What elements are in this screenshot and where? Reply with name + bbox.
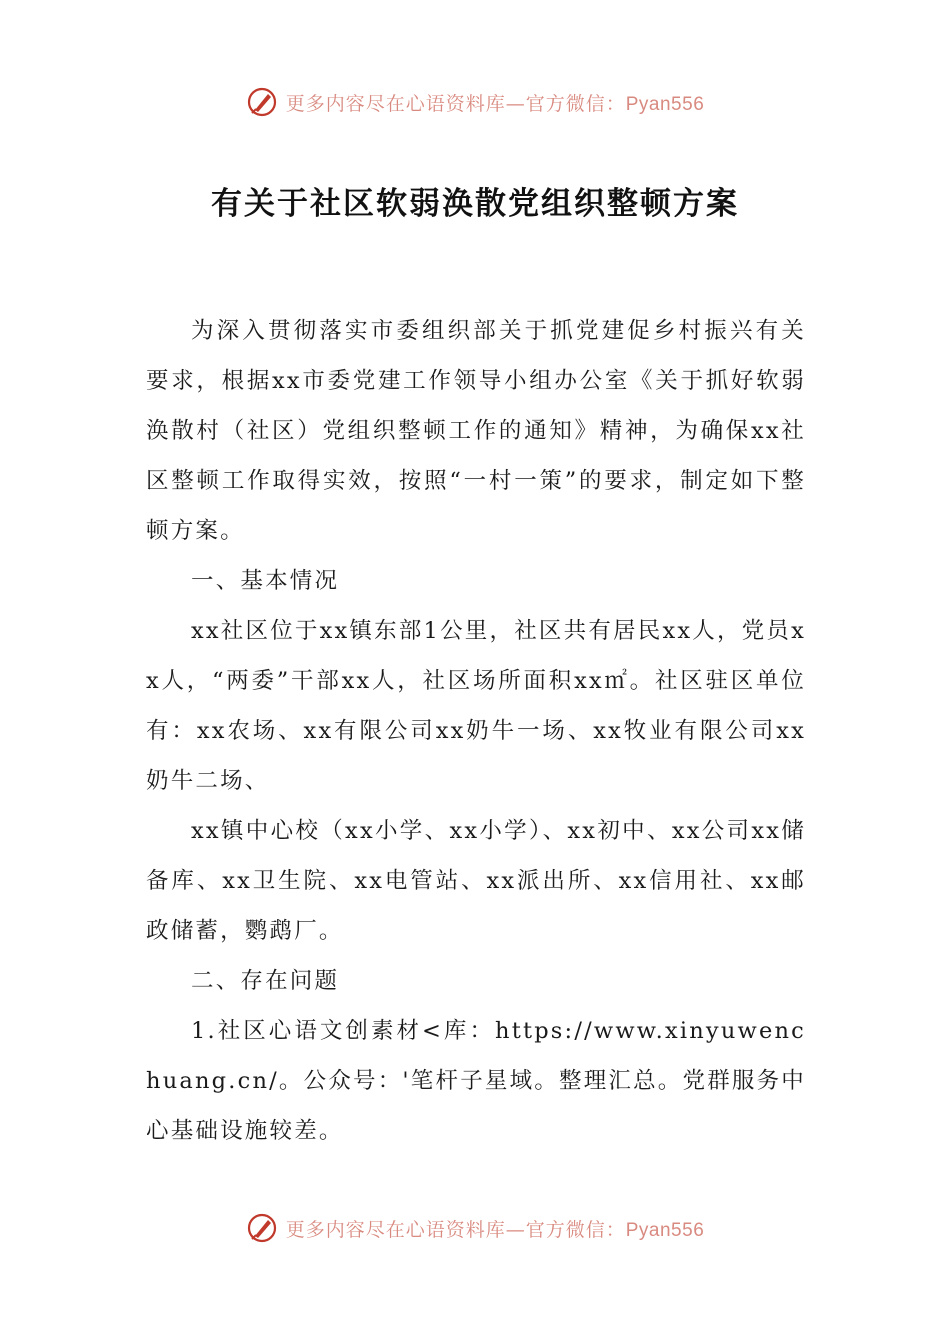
quill-pen-logo-icon — [246, 1212, 278, 1244]
paragraph-community-overview: xx社区位于xx镇东部1公里，社区共有居民xx人，党员xx人，“两委”干部xx人，社区场所面积xx㎡。社区驻区单位有：xx农场、xx有限公司xx奶牛一场、xx牧业有限公司xx奶牛二场、 — [146, 618, 806, 794]
paragraph-problem-1: 1.社区心语文创素材<库：https://www.xinyuwenchuang.cn/。公众号：'笔杆子星域。整理汇总。党群服务中心基础设施较差。 — [146, 1018, 807, 1144]
document-body — [146, 306, 806, 1156]
footer-banner-text: 更多内容尽在心语资料库—官方微信：Pyan556 — [285, 1218, 705, 1241]
paragraph-intro: 为深入贯彻落实市委组织部关于抓党建促乡村振兴有关要求，根据xx市委党建工作领导小组办公室《关于抓好软弱涣散村（社区）党组织整顿工作的通知》精神，为确保xx社区整顿工作取得实效，按照“一村一策”的要求，制定如下整顿方案。 — [146, 318, 806, 544]
document-title: 有关于社区软弱涣散党组织整顿方案 — [211, 186, 739, 222]
header-wechat-id: Pyan556 — [625, 93, 705, 115]
section-heading-problems: 二、存在问题 — [191, 968, 340, 994]
footer-wechat-id: Pyan556 — [625, 1219, 705, 1241]
header-banner — [0, 86, 950, 118]
section-heading-basic-situation: 一、基本情况 — [191, 568, 340, 594]
footer-banner — [0, 1212, 950, 1244]
header-banner-text: 更多内容尽在心语资料库—官方微信：Pyan556 — [285, 92, 705, 115]
paragraph-units-list: xx镇中心校（xx小学、xx小学）、xx初中、xx公司xx储备库、xx卫生院、xx电管站、xx派出所、xx信用社、xx邮政储蓄，鹦鹉厂。 — [146, 818, 806, 944]
quill-pen-logo-icon — [246, 86, 278, 118]
